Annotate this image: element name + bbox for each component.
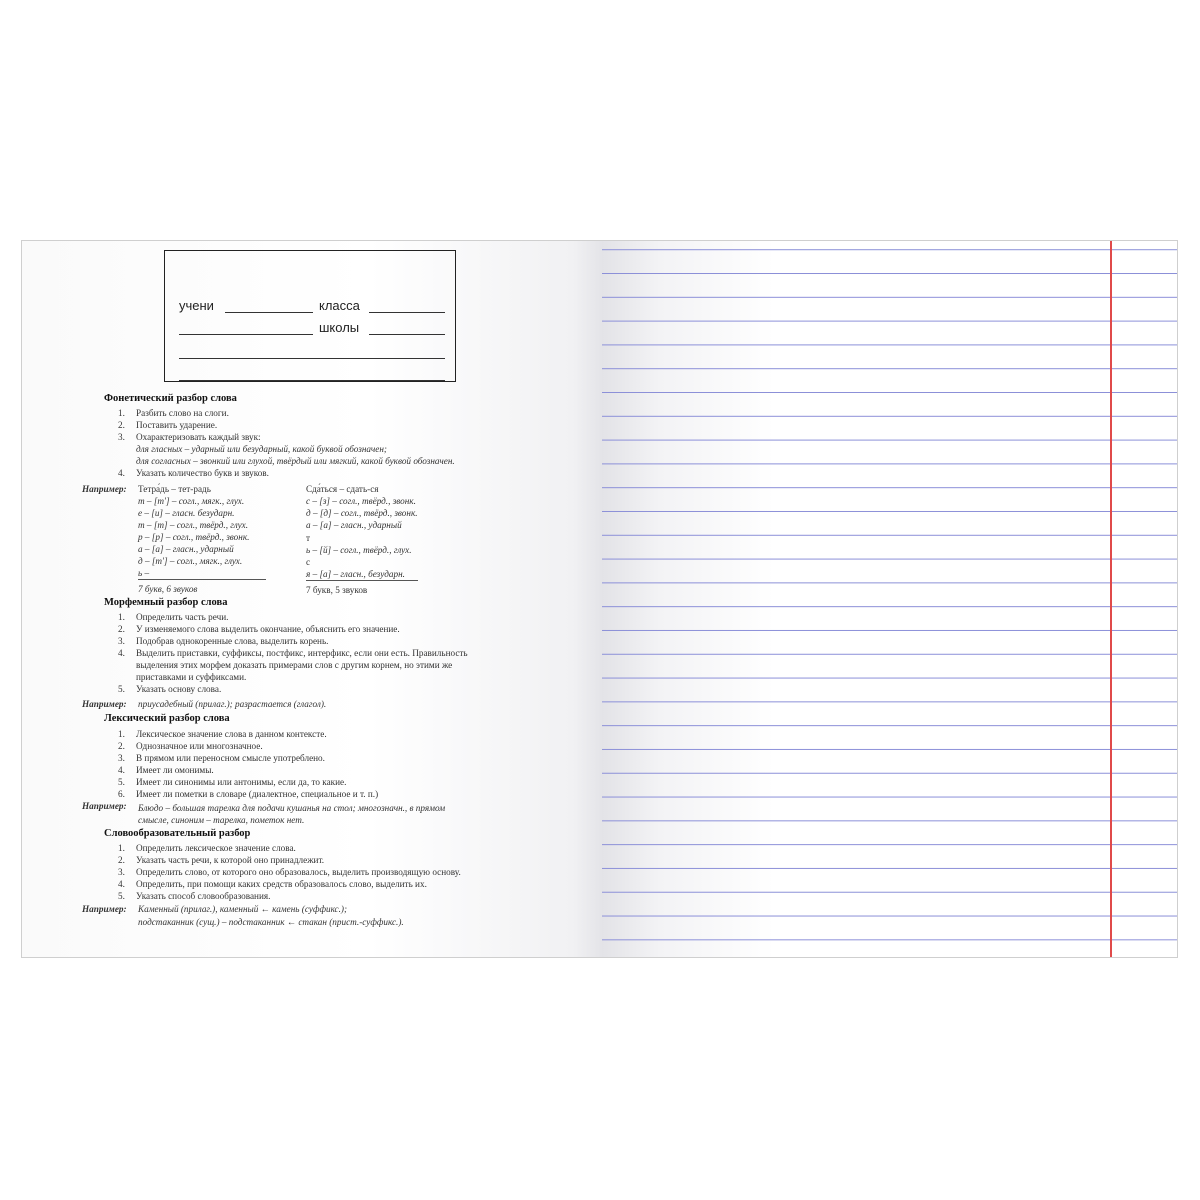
example-word-2: Сда́ться – сдать-ся bbox=[306, 484, 379, 494]
sound-line: д – [т'] – согл., мягк., глух. bbox=[138, 556, 243, 566]
list-item-cont: приставками и суффиксами. bbox=[136, 672, 247, 682]
student-label: учени bbox=[179, 298, 214, 313]
student-line[interactable] bbox=[225, 312, 313, 313]
name-row-3 bbox=[179, 343, 445, 361]
school-label: школы bbox=[319, 320, 360, 335]
lexical-title: Лексический разбор слова bbox=[104, 713, 230, 724]
example-label: Например: bbox=[82, 699, 127, 709]
vowels-note: для гласных – ударный или безударный, какой буквой обозначен; bbox=[136, 444, 387, 454]
sound-line: я – [а] – гласн., безударн. bbox=[306, 569, 405, 579]
list-item: 4. Указать количество букв и звуков. bbox=[118, 468, 269, 478]
sound-line: т – [т'] – согл., мягк., глух. bbox=[138, 496, 245, 506]
list-item: 4. Определить, при помощи каких средств образовалось слово, выделить их. bbox=[118, 879, 427, 889]
sound-line: р – [р] – согл., твёрд., звонк. bbox=[138, 532, 250, 542]
name-line[interactable] bbox=[179, 334, 313, 335]
list-item: 4. Выделить приставки, суффиксы, постфикс, интерфикс, если они есть. Правильность bbox=[118, 648, 468, 658]
list-item: 6. Имеет ли пометки в словаре (диалектное, специальное и т. п.) bbox=[118, 789, 379, 799]
sound-line: а – [а] – гласн., ударный bbox=[138, 544, 234, 554]
left-page bbox=[22, 241, 602, 957]
example-word-1: Тетра́дь – тет-радь bbox=[138, 484, 211, 494]
right-page-ruled[interactable] bbox=[602, 241, 1177, 957]
list-item: 4. Имеет ли омонимы. bbox=[118, 765, 214, 775]
list-item: 2. Поставить ударение. bbox=[118, 420, 218, 430]
sound-line: е – [и] – гласн. безударн. bbox=[138, 508, 235, 518]
lexical-example: Блюдо – большая тарелка для подачи кушанья на стол; многозначн., в прямом bbox=[138, 803, 446, 813]
example-label: Например: bbox=[82, 801, 127, 811]
margin-line bbox=[1110, 241, 1112, 957]
blank-line-2[interactable] bbox=[179, 380, 445, 381]
list-item: 2. Однозначное или многозначное. bbox=[118, 741, 263, 751]
lexical-example: смысле, синоним – тарелка, пометок нет. bbox=[138, 815, 305, 825]
sound-line: ь – bbox=[138, 568, 150, 578]
blank-line-1[interactable] bbox=[179, 358, 445, 359]
consonants-note: для согласных – звонкий или глухой, твёрдый или мягкий, какой буквой обозначен. bbox=[136, 456, 455, 466]
list-item: 1. Определить лексическое значение слова. bbox=[118, 843, 296, 853]
sound-line: с bbox=[306, 557, 311, 567]
name-row-2 bbox=[179, 319, 445, 337]
list-item: 2. У изменяемого слова выделить окончание, объяснить его значение. bbox=[118, 624, 400, 634]
name-row-4 bbox=[179, 365, 445, 383]
phonetic-title: Фонетический разбор слова bbox=[104, 393, 237, 404]
derivational-example: подстаканник (сущ.) – подстаканник ← стакан (прист.-суффикс.). bbox=[138, 917, 404, 927]
example-label: Например: bbox=[82, 904, 127, 914]
morphemic-title: Морфемный разбор слова bbox=[104, 597, 228, 608]
total-2: 7 букв, 5 звуков bbox=[306, 585, 368, 595]
list-item: 3. Определить слово, от которого оно образовалось, выделить производящую основу. bbox=[118, 867, 461, 877]
sound-line: д – [д] – согл., твёрд., звонк. bbox=[306, 508, 418, 518]
total-rule bbox=[138, 579, 266, 580]
list-item: 5. Указать основу слова. bbox=[118, 684, 222, 694]
list-item-cont: выделения этих морфем доказать примерами слов с другим корнем, но этими же bbox=[136, 660, 453, 670]
list-item: 3. Подобрав однокоренные слова, выделить корень. bbox=[118, 636, 329, 646]
list-item: 1. Разбить слово на слоги. bbox=[118, 408, 229, 418]
name-row-1 bbox=[179, 297, 445, 315]
list-item: 2. Указать часть речи, к которой оно принадлежит. bbox=[118, 855, 325, 865]
morphemic-example: приусадебный (прилаг.); разрастается (глагол). bbox=[138, 699, 327, 709]
list-item: 3. Охарактеризовать каждый звук: bbox=[118, 432, 261, 442]
sound-line: т – [т] – согл., твёрд., глух. bbox=[138, 520, 248, 530]
school-line[interactable] bbox=[369, 334, 445, 335]
list-item: 5. Имеет ли синонимы или антонимы, если да, то какие. bbox=[118, 777, 347, 787]
list-item: 3. В прямом или переносном смысле употреблено. bbox=[118, 753, 325, 763]
list-item: 5. Указать способ словообразования. bbox=[118, 891, 271, 901]
example-label: Например: bbox=[82, 484, 127, 494]
class-label: класса bbox=[319, 298, 360, 313]
ruled-lines bbox=[602, 241, 1177, 957]
name-box bbox=[164, 250, 456, 382]
notebook-spread bbox=[21, 240, 1178, 958]
sound-line: а – [а] – гласн., ударный bbox=[306, 520, 402, 530]
sound-line: с – [з] – согл., твёрд., звонк. bbox=[306, 496, 416, 506]
class-line[interactable] bbox=[369, 312, 445, 313]
sound-line: ь – [й] – согл., твёрд., глух. bbox=[306, 545, 412, 555]
derivational-title: Словообразовательный разбор bbox=[104, 828, 251, 839]
derivational-example: Каменный (прилаг.), каменный ← камень (суффикс.); bbox=[138, 904, 348, 914]
list-item: 1. Определить часть речи. bbox=[118, 612, 229, 622]
total-rule bbox=[306, 580, 418, 581]
total-1: 7 букв, 6 звуков bbox=[138, 584, 198, 594]
list-item: 1. Лексическое значение слова в данном контексте. bbox=[118, 729, 327, 739]
sound-line: т bbox=[306, 533, 311, 543]
